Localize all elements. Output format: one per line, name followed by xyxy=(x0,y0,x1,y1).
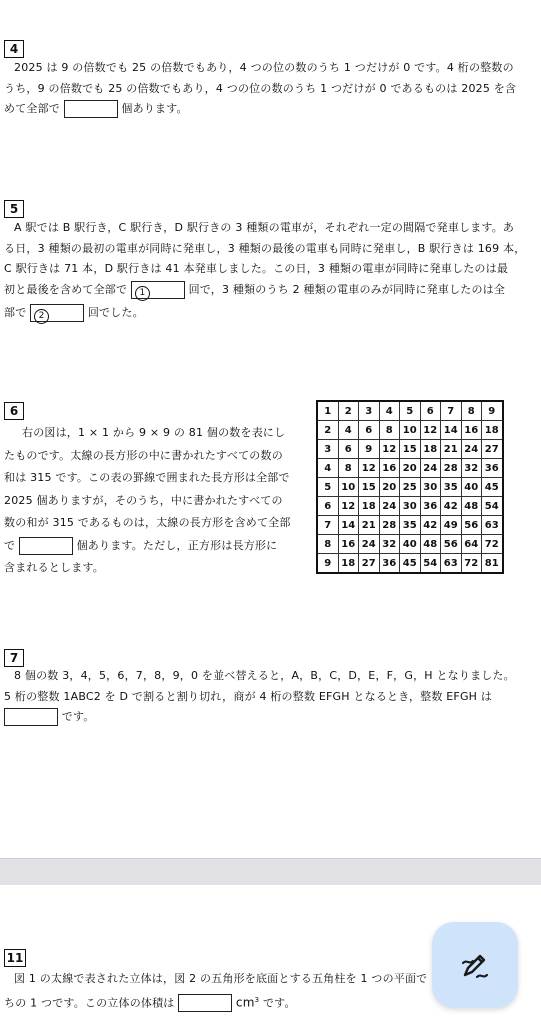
table-cell: 2 xyxy=(317,421,338,440)
table-row xyxy=(317,440,503,459)
table-cell: 36 xyxy=(482,459,503,478)
table-cell: 2 xyxy=(338,401,359,421)
table-cell: 6 xyxy=(420,401,441,421)
table-cell: 8 xyxy=(338,459,359,478)
table-cell: 81 xyxy=(482,554,503,574)
table-cell: 18 xyxy=(482,421,503,440)
q4-line-2: うち，9 の倍数でも 25 の倍数でもあり，4 つの位の数のうち 1 つだけが 0 であるものは 2025 を含 xyxy=(4,81,517,95)
table-cell: 9 xyxy=(482,401,503,421)
q6-line-2: たものです。太線の長方形の中に書かれたすべての数の xyxy=(4,448,283,462)
table-cell: 6 xyxy=(359,421,380,440)
table-cell: 8 xyxy=(317,535,338,554)
q6-line-5: 数の和が 315 であるものは，太線の長方形を含めて全部 xyxy=(4,516,291,529)
table-cell: 9 xyxy=(317,554,338,574)
table-cell: 30 xyxy=(400,497,421,516)
table-cell: 18 xyxy=(338,554,359,574)
table-cell: 1 xyxy=(317,401,338,421)
question-5-text xyxy=(4,218,526,324)
q5-line-5: 部で 2 回でした。 xyxy=(4,303,525,324)
table-cell: 8 xyxy=(379,421,400,440)
q6-line-3: 和は 315 です。この表の罫線で囲まれた長方形は全部で xyxy=(4,471,290,484)
answer-box-q5-1[interactable] xyxy=(131,281,185,299)
question-11-text xyxy=(4,969,428,1014)
question-number-5: 5 xyxy=(4,200,24,218)
answer-box-q6[interactable] xyxy=(19,537,73,555)
edit-pencil-icon xyxy=(459,949,491,981)
table-cell: 7 xyxy=(441,401,462,421)
table-cell: 49 xyxy=(441,516,462,535)
table-cell: 40 xyxy=(400,535,421,554)
q11-line-2: ちの 1 つです。この立体の体積は $cm^3$ です。 xyxy=(4,990,427,1014)
table-cell: 21 xyxy=(359,516,380,535)
table-cell: 36 xyxy=(420,497,441,516)
table-cell: 42 xyxy=(441,497,462,516)
table-cell: 72 xyxy=(461,554,482,574)
question-4-text xyxy=(4,58,517,120)
table-cell: 48 xyxy=(461,497,482,516)
table-row xyxy=(317,459,503,478)
table-cell: 12 xyxy=(338,497,359,516)
table-cell: 8 xyxy=(461,401,482,421)
blank-number-1: 1 xyxy=(135,286,150,301)
table-row xyxy=(317,535,503,554)
table-row xyxy=(317,401,503,421)
question-7-text xyxy=(4,666,515,728)
question-6-text xyxy=(4,422,291,580)
table-row xyxy=(317,421,503,440)
table-cell: 12 xyxy=(420,421,441,440)
q6-line-7: 含まれるとします。 xyxy=(4,561,104,574)
table-cell: 32 xyxy=(461,459,482,478)
table-cell: 15 xyxy=(400,440,421,459)
q4-line-1: 2025 は 9 の倍数でも 25 の倍数でもあり，4 つの位の数のうち 1 つだけが 0 です。4 桁の整数の xyxy=(14,61,514,74)
table-cell: 4 xyxy=(379,401,400,421)
table-cell: 18 xyxy=(359,497,380,516)
answer-box-q5-2[interactable] xyxy=(30,304,84,322)
q7-line-3: です。 xyxy=(4,707,515,728)
table-cell: 32 xyxy=(379,535,400,554)
table-cell: 54 xyxy=(420,554,441,574)
table-cell: 40 xyxy=(461,478,482,497)
answer-box-q7[interactable] xyxy=(4,708,58,726)
table-cell: 15 xyxy=(359,478,380,497)
q6-line-1: 右の図は，1 × 1 から 9 × 9 の 81 個の数を表にし xyxy=(22,426,286,439)
question-number-4: 4 xyxy=(4,40,24,58)
q5-line-2: る日，3 種類の最初の電車が同時に発車し，3 種類の最後の電車も同時に発車し，B 駅行きは 169 本， xyxy=(4,241,526,255)
table-cell: 12 xyxy=(359,459,380,478)
table-cell: 18 xyxy=(420,440,441,459)
q7-line-1: 8 個の数 3，4，5，6，7，8，9，0 を並べ替えると，A，B，C，D，E，F，G，H となりました。 xyxy=(14,669,515,682)
table-row xyxy=(317,478,503,497)
question-number-7: 7 xyxy=(4,649,24,667)
table-cell: 64 xyxy=(461,535,482,554)
table-cell: 6 xyxy=(338,440,359,459)
q11-line-1: 図 1 の太線で表された立体は，図 2 の五角形を底面とする五角柱を 1 つの平面で xyxy=(14,972,428,985)
table-cell: 16 xyxy=(379,459,400,478)
table-cell: 63 xyxy=(441,554,462,574)
table-cell: 27 xyxy=(359,554,380,574)
question-number-6: 6 xyxy=(4,402,24,420)
table-cell: 5 xyxy=(317,478,338,497)
table-cell: 12 xyxy=(379,440,400,459)
table-cell: 24 xyxy=(420,459,441,478)
answer-box-q4[interactable] xyxy=(64,100,118,118)
table-cell: 35 xyxy=(441,478,462,497)
table-cell: 16 xyxy=(338,535,359,554)
table-cell: 24 xyxy=(359,535,380,554)
q5-line-3: C 駅行きは 71 本，D 駅行きは 41 本発車しました。この日，3 種類の電車が同時に発車したのは最 xyxy=(4,262,509,275)
table-cell: 24 xyxy=(379,497,400,516)
table-cell: 6 xyxy=(317,497,338,516)
table-cell: 63 xyxy=(482,516,503,535)
edit-button[interactable] xyxy=(432,922,518,1008)
table-cell: 7 xyxy=(317,516,338,535)
answer-box-q11[interactable] xyxy=(178,994,232,1012)
table-cell: 14 xyxy=(338,516,359,535)
table-cell: 28 xyxy=(379,516,400,535)
table-cell: 72 xyxy=(482,535,503,554)
table-cell: 10 xyxy=(338,478,359,497)
table-cell: 27 xyxy=(482,440,503,459)
table-cell: 45 xyxy=(482,478,503,497)
table-cell: 30 xyxy=(420,478,441,497)
q5-line-4: 初と最後を含めて全部で 1 回で，3 種類のうち 2 種類の電車のみが同時に発車したのは全 xyxy=(4,280,525,301)
table-cell: 20 xyxy=(379,478,400,497)
table-cell: 4 xyxy=(338,421,359,440)
table-cell: 14 xyxy=(441,421,462,440)
q7-line-2: 5 桁の整数 1ABC2 を D で割ると割り切れ，商が 4 桁の整数 EFGH となるとき，整数 EFGH は xyxy=(4,689,493,703)
table-cell: 4 xyxy=(317,459,338,478)
table-cell: 36 xyxy=(379,554,400,574)
q4-line-3: めて全部で 個あります。 xyxy=(4,99,516,120)
table-cell: 16 xyxy=(461,421,482,440)
q6-line-6: で 個あります。ただし，正方形は長方形に xyxy=(4,535,291,558)
table-cell: 5 xyxy=(400,401,421,421)
table-row xyxy=(317,497,503,516)
page-separator xyxy=(0,858,541,886)
question-number-11: 11 xyxy=(4,949,26,967)
table-cell: 10 xyxy=(400,421,421,440)
table-cell: 3 xyxy=(317,440,338,459)
table-cell: 21 xyxy=(441,440,462,459)
table-cell: 25 xyxy=(400,478,421,497)
table-cell: 56 xyxy=(461,516,482,535)
table-cell: 48 xyxy=(420,535,441,554)
table-row xyxy=(317,516,503,535)
table-cell: 3 xyxy=(359,401,380,421)
table-cell: 45 xyxy=(400,554,421,574)
q6-line-4: 2025 個ありますが，そのうち，中に書かれたすべての xyxy=(4,493,283,507)
table-cell: 24 xyxy=(461,440,482,459)
blank-number-2: 2 xyxy=(34,309,49,324)
table-cell: 9 xyxy=(359,440,380,459)
multiplication-table xyxy=(316,400,504,574)
q5-line-1: A 駅では B 駅行き，C 駅行き，D 駅行きの 3 種類の電車が，それぞれ一定の間隔で発車します。あ xyxy=(14,221,515,234)
table-cell: 35 xyxy=(400,516,421,535)
table-cell: 20 xyxy=(400,459,421,478)
table-cell: 56 xyxy=(441,535,462,554)
table-cell: 28 xyxy=(441,459,462,478)
table-cell: 42 xyxy=(420,516,441,535)
table-cell: 54 xyxy=(482,497,503,516)
table-row xyxy=(317,554,503,574)
